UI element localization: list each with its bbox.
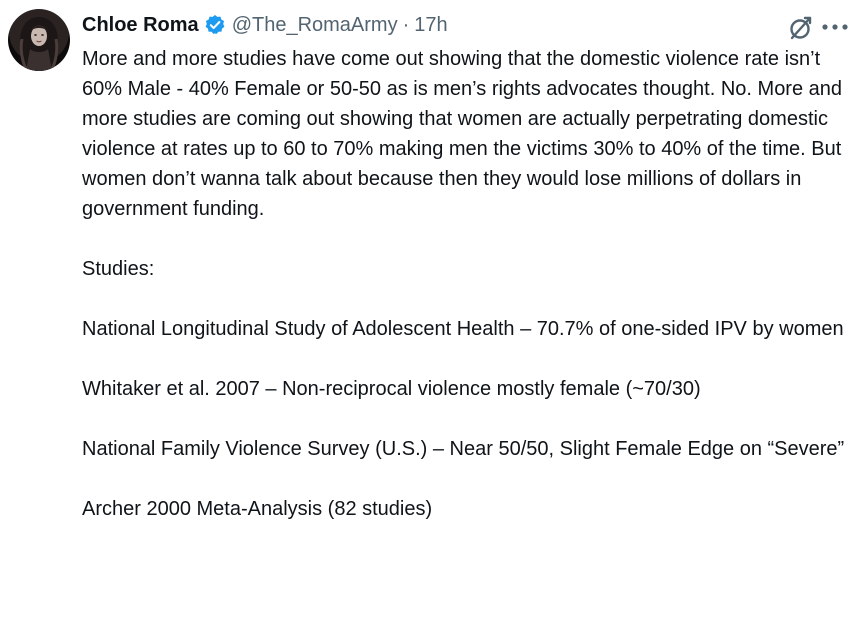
grok-icon[interactable]: [788, 15, 814, 41]
avatar[interactable]: [8, 9, 70, 71]
header-separator: ·: [402, 13, 410, 36]
more-options-icon[interactable]: [820, 17, 850, 37]
author-name[interactable]: Chloe Roma: [82, 13, 199, 36]
tweet-paragraph-study-3: National Family Violence Survey (U.S.) – Near 50/50, Slight Female Edge on “Severe”: [82, 438, 845, 460]
tweet-paragraph-study-4: Archer 2000 Meta-Analysis (82 studies): [82, 498, 433, 520]
author-handle[interactable]: @The_RomaArmy: [231, 13, 398, 36]
tweet-header: [82, 10, 448, 40]
verified-badge-icon: [204, 14, 226, 36]
post-time[interactable]: 17h: [414, 13, 448, 36]
tweet-text: [82, 44, 861, 524]
tweet-paragraph-study-1: National Longitudinal Study of Adolescent Health – 70.7% of one-sided IPV by women: [82, 318, 844, 340]
tweet-paragraph-main: More and more studies have come out showing that the domestic violence rate isn’t 60% Male - 40% Female or 50-50 as is men’s rights advocates thought. No. More and more studies are coming out showing that women are actually perpetrating domestic violence at rates up to 60 to 70% making men the victims 30% to 40% of the time. But women don’t wanna talk about because then they would lose millions of dollars in government funding.: [82, 48, 843, 220]
tweet-paragraph-studies-heading: Studies:: [82, 258, 155, 280]
tweet-paragraph-study-2: Whitaker et al. 2007 – Non-reciprocal violence mostly female (~70/30): [82, 378, 701, 400]
